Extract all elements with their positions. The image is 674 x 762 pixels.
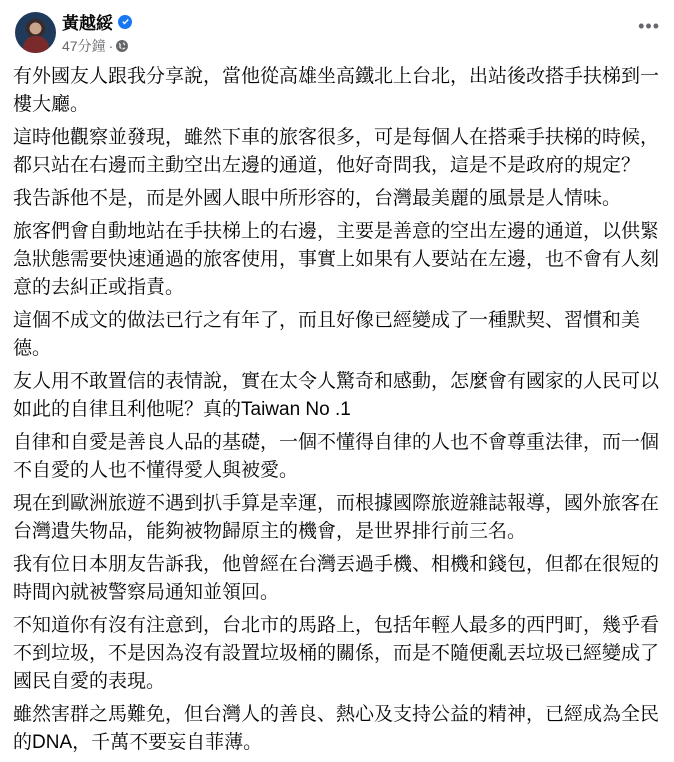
avatar-figure: [23, 36, 49, 53]
post-paragraph: 雖然害群之馬難免，但台灣人的善良、熱心及支持公益的精神，已經成為全民的DNA，千萬不要妄自菲薄。: [13, 704, 660, 753]
post-paragraph: 這時他觀察並發現，雖然下車的旅客很多，可是每個人在搭乘手扶梯的時候，都只站在右邊而主動空出左邊的通道，他好奇問我，這是不是政府的規定？: [13, 127, 660, 176]
post-paragraph: 我有位日本朋友告訴我，他曾經在台灣丟過手機、相機和錢包，但都在很短的時間內就被警察局通知並領回。: [13, 554, 660, 603]
author-name[interactable]: 黃越綏: [62, 14, 113, 33]
meta-separator: ·: [108, 38, 114, 54]
post-paragraph: 這個不成文的做法已行之有年了，而且好像已經變成了一種默契、習慣和美德。: [13, 310, 641, 359]
post-paragraph: 我告訴他不是，而是外國人眼中所形容的，台灣最美麗的風景是人情味。: [13, 188, 622, 209]
post-body: [13, 63, 663, 762]
more-options-icon[interactable]: •••: [638, 16, 660, 36]
verified-badge-icon: [118, 15, 132, 29]
globe-icon: [116, 40, 128, 52]
post-time[interactable]: 47分鐘: [62, 38, 106, 54]
author-row: [62, 9, 132, 34]
avatar[interactable]: [15, 12, 56, 53]
post-paragraph: 有外國友人跟我分享說，當他從高雄坐高鐵北上台北，出站後改搭手扶梯到一樓大廳。: [13, 66, 660, 115]
post-paragraph: 旅客們會自動地站在手扶梯上的右邊，主要是善意的空出左邊的通道，以供緊急狀態需要快速通過的旅客使用，事實上如果有人要站在左邊，也不會有人刻意的去糾正或指責。: [13, 221, 660, 298]
post-paragraph: 不知道你有沒有注意到，台北市的馬路上，包括年輕人最多的西門町，幾乎看不到垃圾，不是因為沒有設置垃圾桶的關係，而是不隨便亂丟垃圾已經變成了國民自愛的表現。: [13, 615, 660, 692]
post-meta: [62, 36, 128, 56]
post-header: [0, 0, 674, 60]
post-paragraph: 友人用不敢置信的表情說，實在太令人驚奇和感動，怎麼會有國家的人民可以如此的自律且利他呢？真的Taiwan No .1: [13, 371, 660, 420]
post-paragraph: 自律和自愛是善良人品的基礎，一個不懂得自律的人也不會尊重法律，而一個不自愛的人也不懂得愛人與被愛。: [13, 432, 660, 481]
post-paragraph: 現在到歐洲旅遊不遇到扒手算是幸運，而根據國際旅遊雜誌報導，國外旅客在台灣遺失物品，能夠被物歸原主的機會，是世界排行前三名。: [13, 493, 660, 542]
